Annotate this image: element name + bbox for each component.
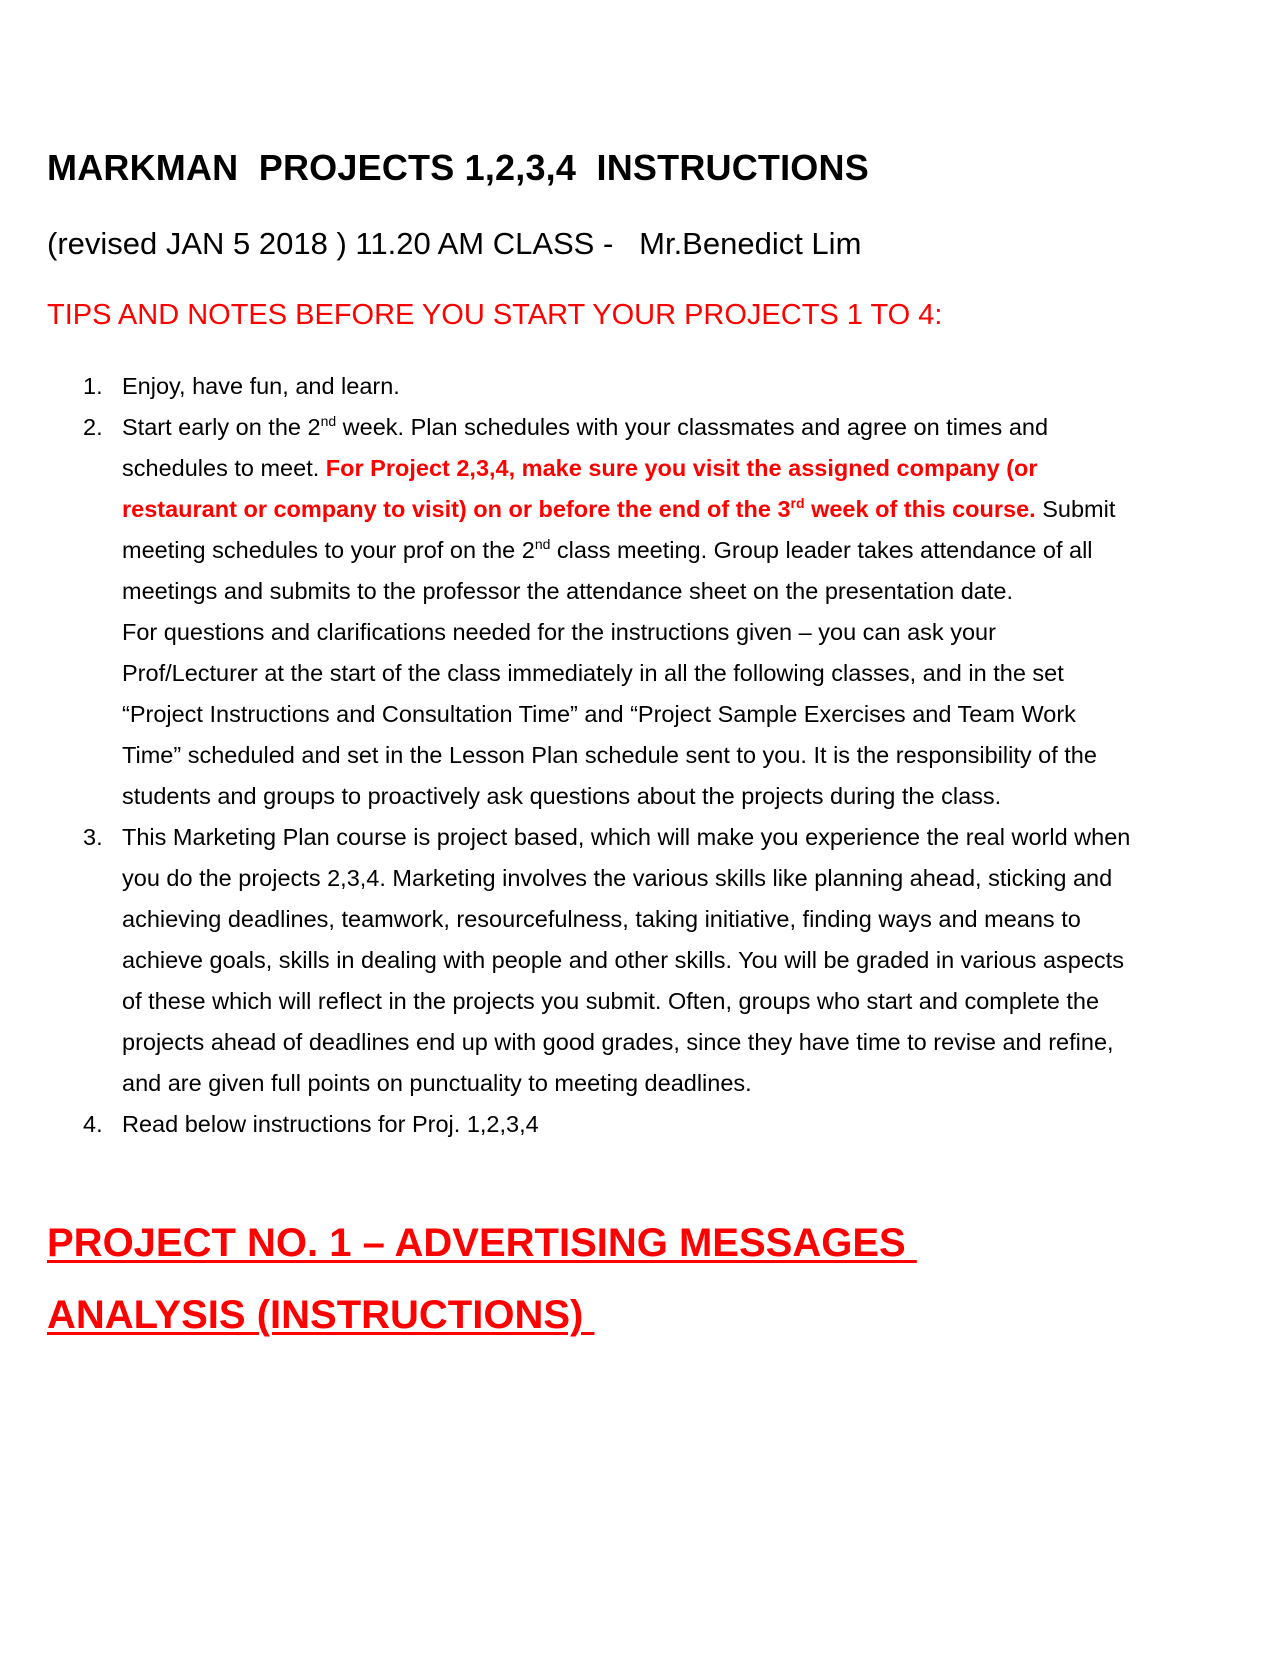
list-item [47,1104,1137,1145]
highlight-text: week of this course. [804,496,1036,522]
list-text: Start early on the 2 [122,414,321,440]
document-title: MARKMAN PROJECTS 1,2,3,4 INSTRUCTIONS [47,147,869,188]
list-number: 3. [83,824,103,850]
document-page [47,147,1137,1351]
list-text: This Marketing Plan course is project based, which will make you experience the real world when you do the projects 2,3,4. Marketing involves the various skills like planning ahead, sticking and achieving deadlines, teamwork, resourcefulness, taking initiative, finding ways and means to achieve goals, skills in dealing with people and other skills. You will be graded in various aspects of these which will reflect in the projects you submit. Often, groups who start and complete the projects ahead of deadlines end up with good grades, since they have time to revise and refine, and are given full points on punctuality to meeting deadlines. [122,824,1131,1096]
list-text: week. Plan schedules with your classmates and agree on times and schedules to meet. [122,414,1049,481]
superscript: nd [320,413,337,430]
list-text: Read below instructions for Proj. 1,2,3,4 [122,1111,539,1137]
superscript: nd [534,536,551,553]
list-number: 2. [83,414,103,440]
project-1-heading-line2: ANALYSIS (INSTRUCTIONS) [47,1293,595,1337]
list-number: 1. [83,373,103,399]
document-subtitle: (revised JAN 5 2018 ) 11.20 AM CLASS - Mr.Benedict Lim [47,226,862,261]
list-text: class meeting. Group leader takes attendance of all meetings and submits to the professor the attendance sheet on the presentation date. [122,537,1093,604]
list-text: Enjoy, have fun, and learn. [122,373,400,399]
list-item [47,817,1137,1104]
highlight-text: For Project 2,3,4, make sure you visit the assigned company (or restaurant or company to visit) on or before the end of the 3 [122,455,1038,522]
superscript: rd [790,495,805,512]
list-text: For questions and clarifications needed for the instructions given – you can ask your Prof/Lecturer at the start of the class immediately in all the following classes, and in the set “Project Instructions and Consultation Time” and “Project Sample Exercises and Team Work Time” scheduled and set in the Lesson Plan schedule sent to you. It is the responsibility of the students and groups to proactively ask questions about the projects during the class. [122,619,1097,809]
list-number: 4. [83,1111,103,1137]
project-1-heading [47,1207,1137,1351]
project-1-heading-line1: PROJECT NO. 1 – ADVERTISING MESSAGES [47,1221,917,1265]
list-text: Submit meeting schedules to your prof on the 2 [122,496,1116,563]
tips-heading: TIPS AND NOTES BEFORE YOU START YOUR PROJECTS 1 TO 4: [47,299,943,331]
tips-list [47,366,1137,1145]
list-item [47,366,1137,407]
list-item [47,407,1137,817]
